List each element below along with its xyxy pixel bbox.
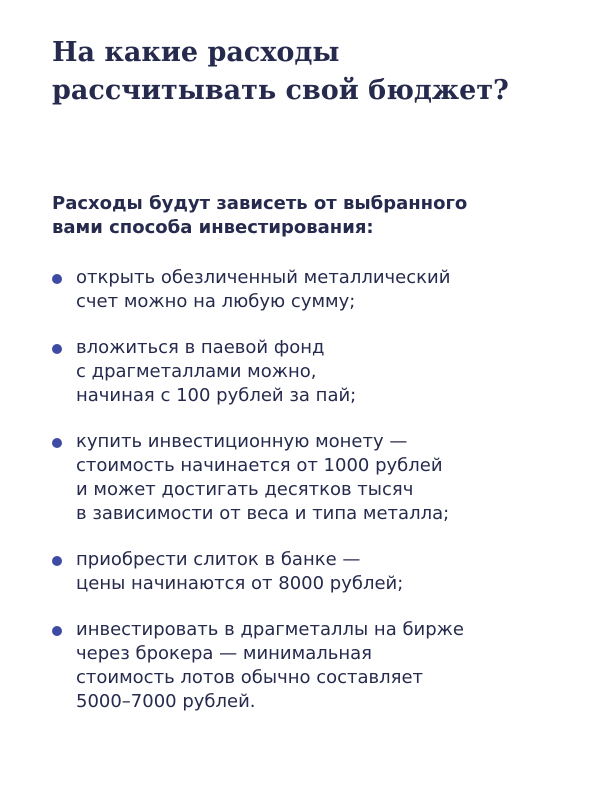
- title-line-2: рассчитывать свой бюджет?: [52, 75, 509, 106]
- list-item-line: через брокера — минимальная: [76, 643, 372, 664]
- list-item: [52, 618, 582, 714]
- list-item-line: стоимость лотов обычно составляет: [76, 667, 424, 688]
- bullet-dot-icon: [52, 556, 62, 566]
- lead-paragraph: [52, 192, 572, 240]
- lead-line-1: Расходы будут зависеть от выбранного: [52, 193, 468, 214]
- list-item: [52, 430, 582, 526]
- list-item: [52, 336, 582, 408]
- lead-line-2: вами способа инвестирования:: [52, 217, 374, 238]
- expense-list: [52, 266, 582, 736]
- list-item-line: в зависимости от веса и типа металла;: [76, 503, 450, 524]
- list-item-line: купить инвестиционную монету —: [76, 431, 408, 452]
- list-item-line: инвестировать в драгметаллы на бирже: [76, 619, 464, 640]
- bullet-dot-icon: [52, 344, 62, 354]
- list-item-line: и может достигать десятков тысяч: [76, 479, 414, 500]
- list-item-line: с драгметаллами можно,: [76, 361, 317, 382]
- list-item-line: приобрести слиток в банке —: [76, 549, 361, 570]
- page-title: [52, 34, 572, 110]
- list-item: [52, 266, 582, 314]
- list-item-line: вложиться в паевой фонд: [76, 337, 325, 358]
- list-item-line: цены начинаются от 8000 рублей;: [76, 573, 404, 594]
- list-item: [52, 548, 582, 596]
- list-item-line: стоимость начинается от 1000 рублей: [76, 455, 443, 476]
- bullet-dot-icon: [52, 626, 62, 636]
- title-line-1: На какие расходы: [52, 37, 340, 68]
- list-item-line: открыть обезличенный металлический: [76, 267, 451, 288]
- bullet-dot-icon: [52, 438, 62, 448]
- list-item-line: 5000–7000 рублей.: [76, 691, 256, 712]
- list-item-line: счет можно на любую сумму;: [76, 291, 356, 312]
- bullet-dot-icon: [52, 274, 62, 284]
- list-item-line: начиная с 100 рублей за пай;: [76, 385, 357, 406]
